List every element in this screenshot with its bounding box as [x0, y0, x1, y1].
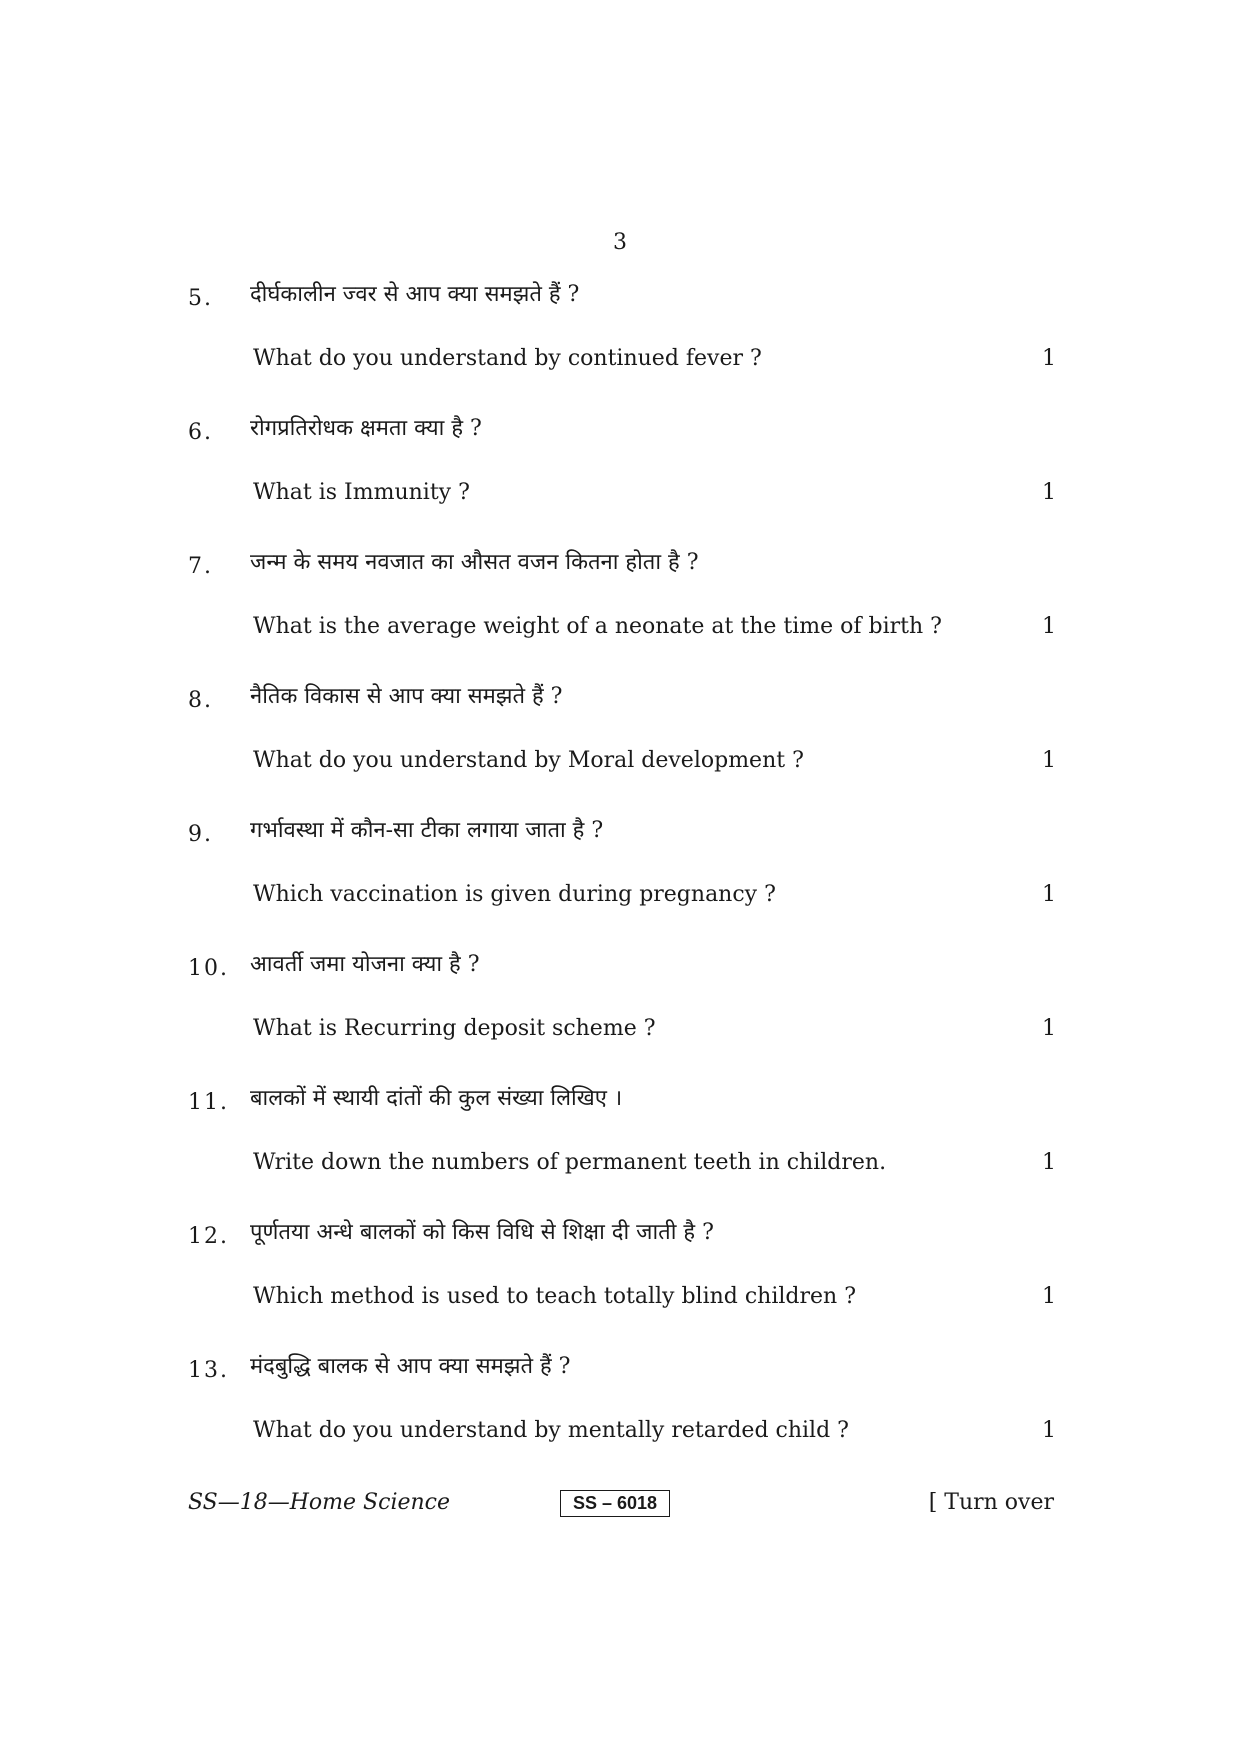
question-english: What is Recurring deposit scheme ?	[253, 1016, 656, 1041]
question-marks: 1	[1042, 346, 1056, 371]
question-english: What is the average weight of a neonate at the time of birth ?	[253, 614, 942, 639]
question-english: Which vaccination is given during pregnancy ?	[253, 882, 776, 907]
question-marks: 1	[1042, 748, 1056, 773]
question-hindi: मंदबुद्धि बालक से आप क्या समझते हैं ?	[250, 1354, 571, 1379]
question-11	[0, 1082, 1240, 1216]
question-13	[0, 1350, 1240, 1484]
question-10	[0, 948, 1240, 1082]
question-hindi: रोगप्रतिरोधक क्षमता क्या है ?	[250, 416, 482, 441]
question-number: 13.	[188, 1358, 229, 1383]
question-number: 12.	[188, 1224, 229, 1249]
question-7	[0, 546, 1240, 680]
question-english: What do you understand by Moral development ?	[253, 748, 804, 773]
question-hindi: बालकों में स्थायी दांतों की कुल संख्या लिखिए ।	[250, 1086, 623, 1111]
question-hindi: गर्भावस्था में कौन-सा टीका लगाया जाता है ?	[250, 818, 604, 843]
question-marks: 1	[1042, 882, 1056, 907]
question-marks: 1	[1042, 1016, 1056, 1041]
footer-paper-code: SS – 6018	[560, 1490, 670, 1517]
question-english: Which method is used to teach totally blind children ?	[253, 1284, 857, 1309]
question-marks: 1	[1042, 1284, 1056, 1309]
question-12	[0, 1216, 1240, 1350]
question-number: 5.	[188, 286, 213, 311]
question-hindi: आवर्ती जमा योजना क्या है ?	[250, 952, 480, 977]
question-hindi: नैतिक विकास से आप क्या समझते हैं ?	[250, 684, 563, 709]
question-hindi: दीर्घकालीन ज्वर से आप क्या समझते हैं ?	[250, 282, 580, 307]
question-marks: 1	[1042, 480, 1056, 505]
question-8	[0, 680, 1240, 814]
question-5	[0, 278, 1240, 412]
page-number: 3	[613, 230, 627, 255]
question-marks: 1	[1042, 1150, 1056, 1175]
footer-turn-over: [ Turn over	[928, 1490, 1054, 1515]
question-english: What is Immunity ?	[253, 480, 470, 505]
question-marks: 1	[1042, 614, 1056, 639]
question-number: 9.	[188, 822, 213, 847]
question-number: 6.	[188, 420, 213, 445]
question-english: What do you understand by mentally retarded child ?	[253, 1418, 849, 1443]
question-english: Write down the numbers of permanent teeth in children.	[253, 1150, 887, 1175]
question-6	[0, 412, 1240, 546]
question-hindi: पूर्णतया अन्धे बालकों को किस विधि से शिक्षा दी जाती है ?	[250, 1220, 714, 1245]
question-english: What do you understand by continued fever ?	[253, 346, 762, 371]
question-9	[0, 814, 1240, 948]
question-number: 7.	[188, 554, 213, 579]
question-marks: 1	[1042, 1418, 1056, 1443]
question-number: 11.	[188, 1090, 229, 1115]
question-hindi: जन्म के समय नवजात का औसत वजन कितना होता है ?	[250, 550, 699, 575]
question-number: 10.	[188, 956, 229, 981]
question-number: 8.	[188, 688, 213, 713]
footer-subject: SS—18—Home Science	[188, 1490, 451, 1515]
